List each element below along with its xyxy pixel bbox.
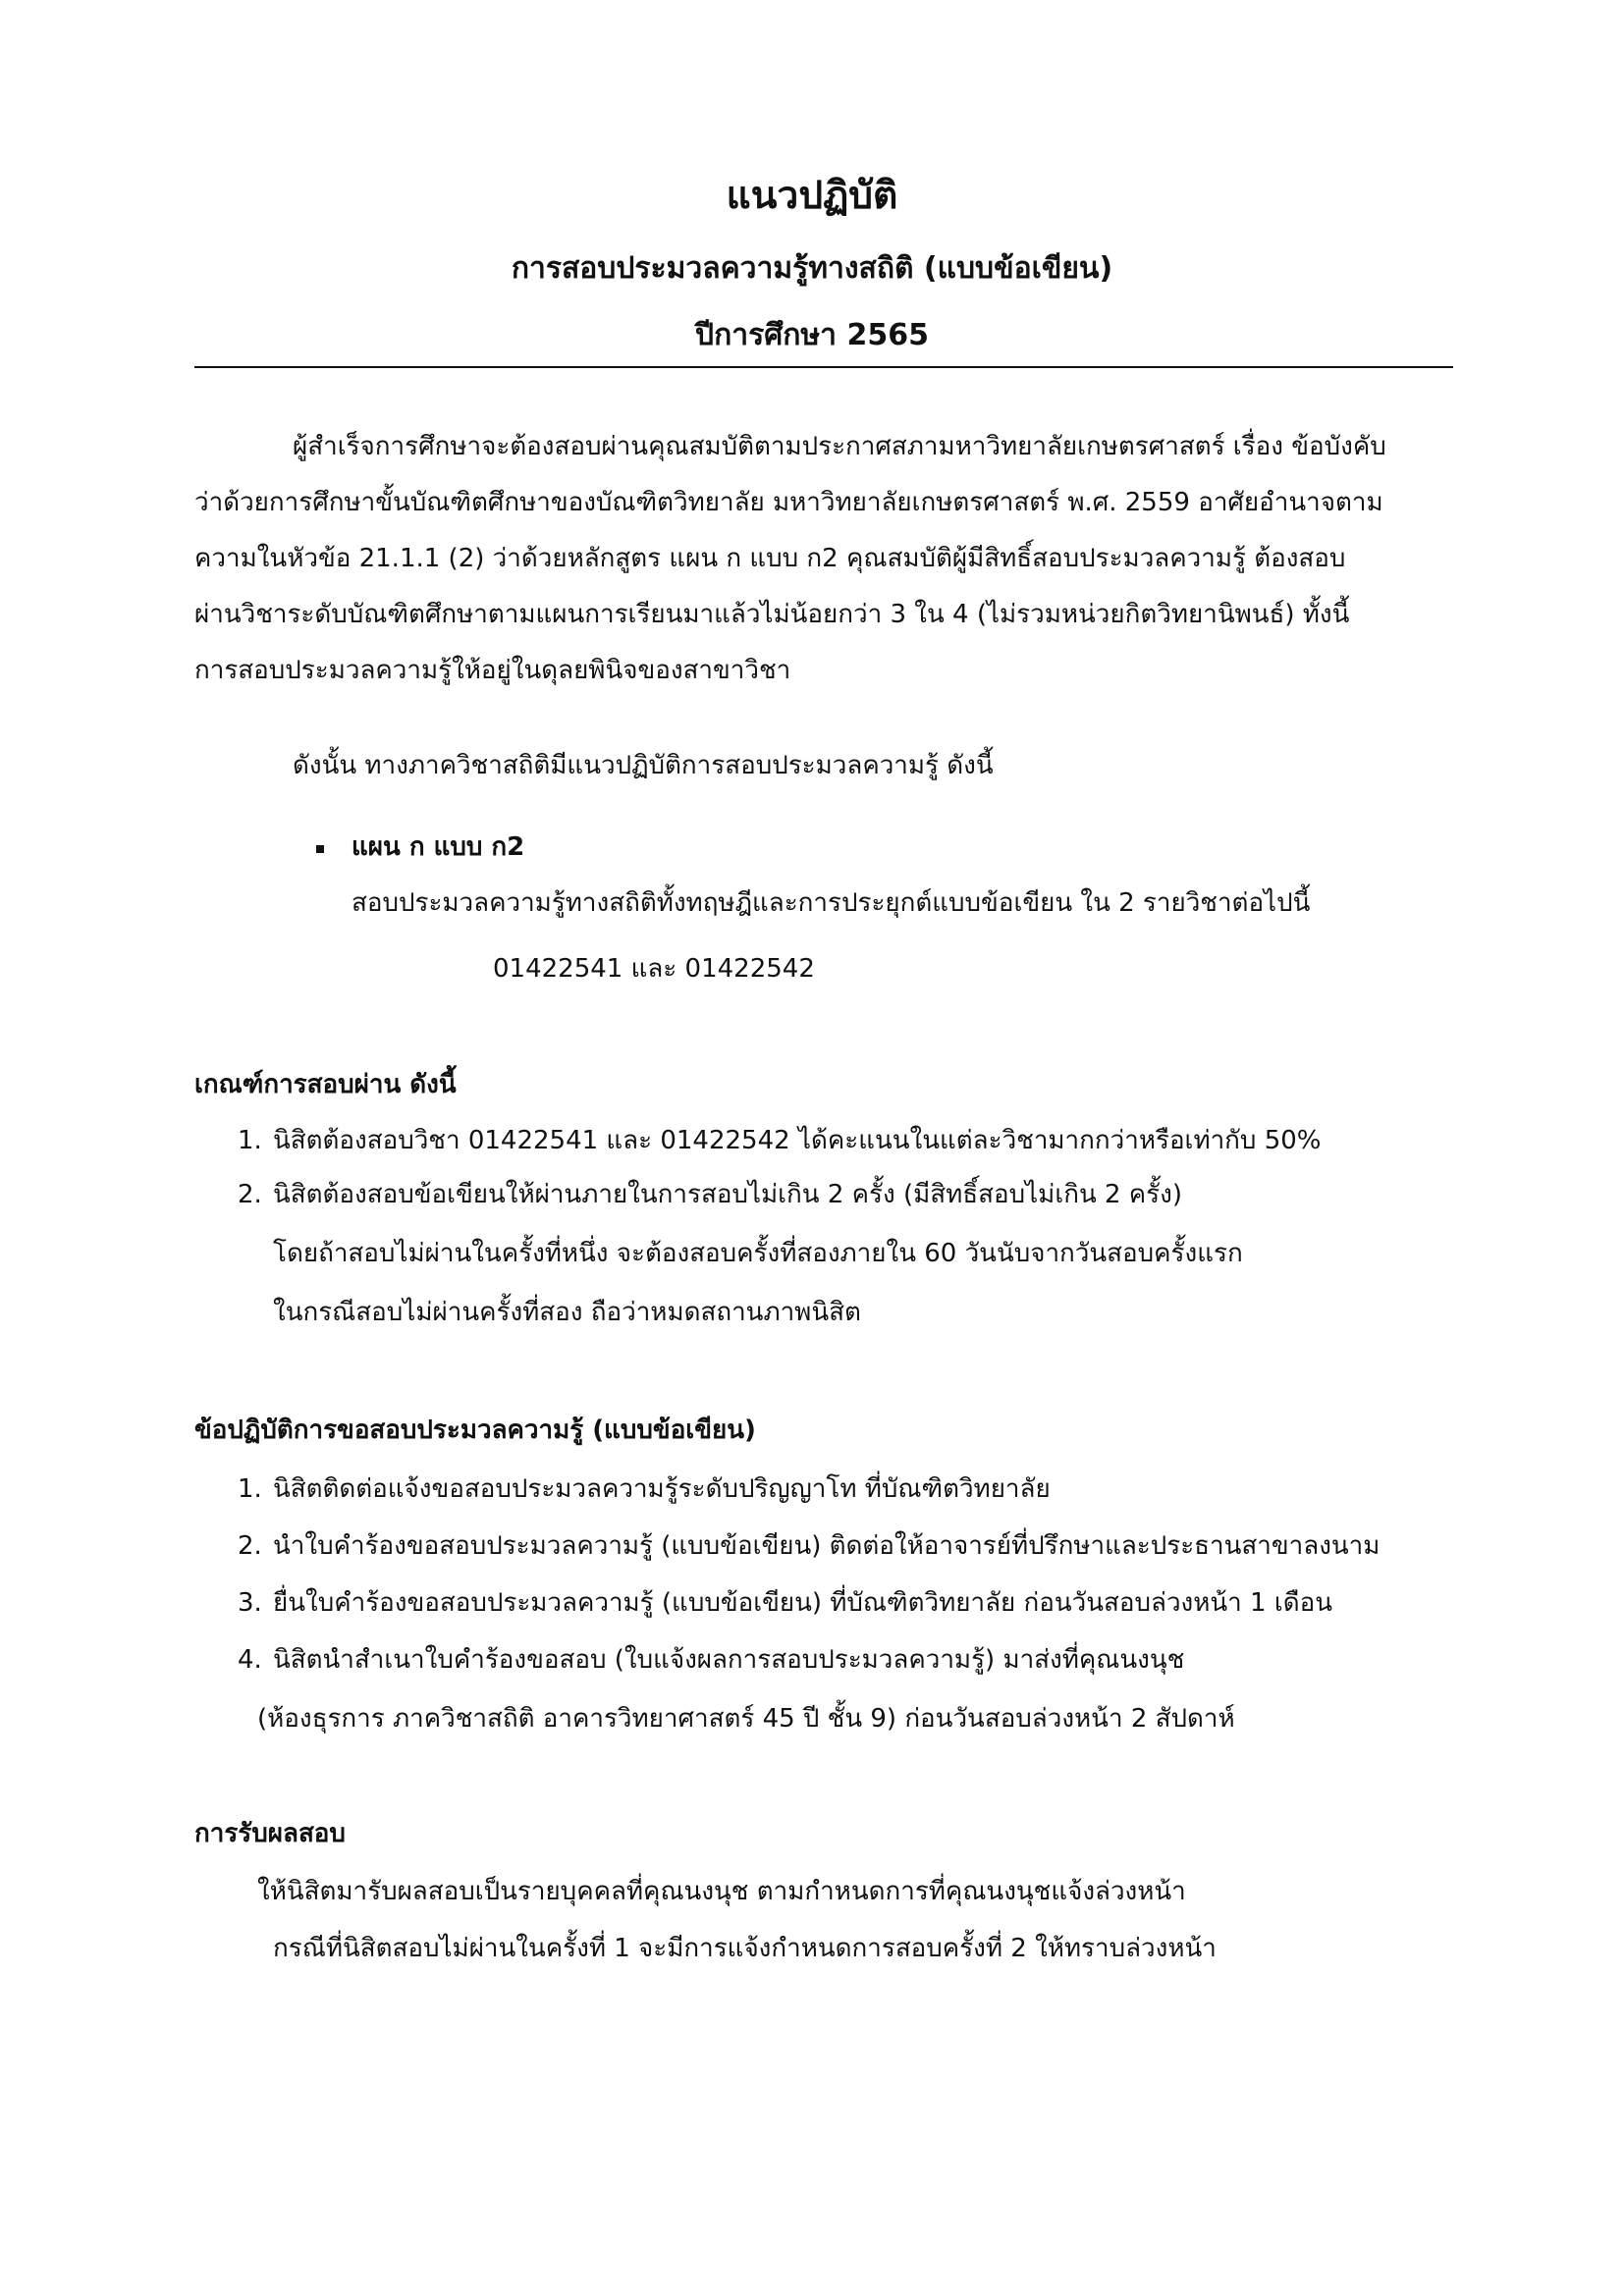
list-number: 1. <box>238 1474 262 1504</box>
plan-courses: 01422541 และ 01422542 <box>493 954 815 984</box>
intro-line: ความในหัวข้อ 21.1.1 (2) ว่าด้วยหลักสูตร แผน ก แบบ ก2 คุณสมบัติผู้มีสิทธิ์สอบประมวลความรู้ ต้องสอบ <box>194 544 1346 573</box>
document-title: แนวปฏิบัติ <box>726 174 898 218</box>
intro-line: การสอบประมวลความรู้ให้อยู่ในดุลยพินิจของสาขาวิชา <box>194 656 791 685</box>
procedure-item-cont: (ห้องธุรการ ภาควิชาสถิติ อาคารวิทยาศาสตร์ 45 ปี ชั้น 9) ก่อนวันสอบล่วงหน้า 2 สัปดาห์ <box>257 1704 1235 1734</box>
results-heading: การรับผลสอบ <box>194 1819 346 1848</box>
document-subtitle: การสอบประมวลความรู้ทางสถิติ (แบบข้อเขียน) <box>511 251 1113 286</box>
procedure-item: นิสิตติดต่อแจ้งขอสอบประมวลความรู้ระดับปริญญาโท ที่บัณฑิตวิทยาลัย <box>273 1474 1051 1504</box>
therefore-line: ดังนั้น ทางภาควิชาสถิติมีแนวปฏิบัติการสอบประมวลความรู้ ดังนี้ <box>293 751 994 780</box>
list-number: 3. <box>238 1588 262 1618</box>
results-line: กรณีที่นิสิตสอบไม่ผ่านในครั้งที่ 1 จะมีการแจ้งกำหนดการสอบครั้งที่ 2 ให้ทราบล่วงหน้า <box>273 1934 1217 1963</box>
criteria-heading: เกณฑ์การสอบผ่าน ดังนี้ <box>194 1070 457 1099</box>
intro-line: ผ่านวิชาระดับบัณฑิตศึกษาตามแผนการเรียนมาแล้วไม่น้อยกว่า 3 ใน 4 (ไม่รวมหน่วยกิตวิทยานิพนธ์) ทั้งนี้ <box>194 600 1350 629</box>
list-number: 1. <box>238 1126 262 1155</box>
header-divider <box>194 366 1453 368</box>
intro-line: ผู้สำเร็จการศึกษาจะต้องสอบผ่านคุณสมบัติตามประกาศสภามหาวิทยาลัยเกษตรศาสตร์ เรื่อง ข้อบังคับ <box>293 432 1386 461</box>
plan-description: สอบประมวลความรู้ทางสถิติทั้งทฤษฎีและการประยุกต์แบบข้อเขียน ใน 2 รายวิชาต่อไปนี้ <box>352 888 1311 918</box>
criteria-item-cont: โดยถ้าสอบไม่ผ่านในครั้งที่หนึ่ง จะต้องสอบครั้งที่สองภายใน 60 วันนับจากวันสอบครั้งแรก <box>273 1239 1243 1268</box>
procedure-item: นิสิตนำสำเนาใบคำร้องขอสอบ (ใบแจ้งผลการสอบประมวลความรู้) มาส่งที่คุณนงนุช <box>273 1645 1185 1675</box>
list-number: 2. <box>238 1531 262 1561</box>
criteria-item: นิสิตต้องสอบวิชา 01422541 และ 01422542 ได้คะแนนในแต่ละวิชามากกว่าหรือเท่ากับ 50% <box>273 1126 1322 1155</box>
bullet-icon <box>316 845 324 853</box>
results-line: ให้นิสิตมารับผลสอบเป็นรายบุคคลที่คุณนงนุช ตามกำหนดการที่คุณนงนุชแจ้งล่วงหน้า <box>257 1877 1186 1906</box>
procedure-item: นำใบคำร้องขอสอบประมวลความรู้ (แบบข้อเขียน) ติดต่อให้อาจารย์ที่ปรึกษาและประธานสาขาลงนาม <box>273 1531 1380 1561</box>
intro-line: ว่าด้วยการศึกษาขั้นบัณฑิตศึกษาของบัณฑิตวิทยาลัย มหาวิทยาลัยเกษตรศาสตร์ พ.ศ. 2559 อาศัยอำนาจตาม <box>194 488 1383 517</box>
plan-heading: แผน ก แบบ ก2 <box>352 832 525 862</box>
academic-year: ปีการศึกษา 2565 <box>695 318 929 352</box>
list-number: 2. <box>238 1180 262 1209</box>
criteria-item-cont: ในกรณีสอบไม่ผ่านครั้งที่สอง ถือว่าหมดสถานภาพนิสิต <box>273 1298 861 1327</box>
procedure-item: ยื่นใบคำร้องขอสอบประมวลความรู้ (แบบข้อเขียน) ที่บัณฑิตวิทยาลัย ก่อนวันสอบล่วงหน้า 1 เดือน <box>273 1588 1332 1618</box>
list-number: 4. <box>238 1645 262 1675</box>
criteria-item: นิสิตต้องสอบข้อเขียนให้ผ่านภายในการสอบไม่เกิน 2 ครั้ง (มีสิทธิ์สอบไม่เกิน 2 ครั้ง) <box>273 1180 1182 1209</box>
procedure-heading: ข้อปฏิบัติการขอสอบประมวลความรู้ (แบบข้อเขียน) <box>194 1415 756 1445</box>
